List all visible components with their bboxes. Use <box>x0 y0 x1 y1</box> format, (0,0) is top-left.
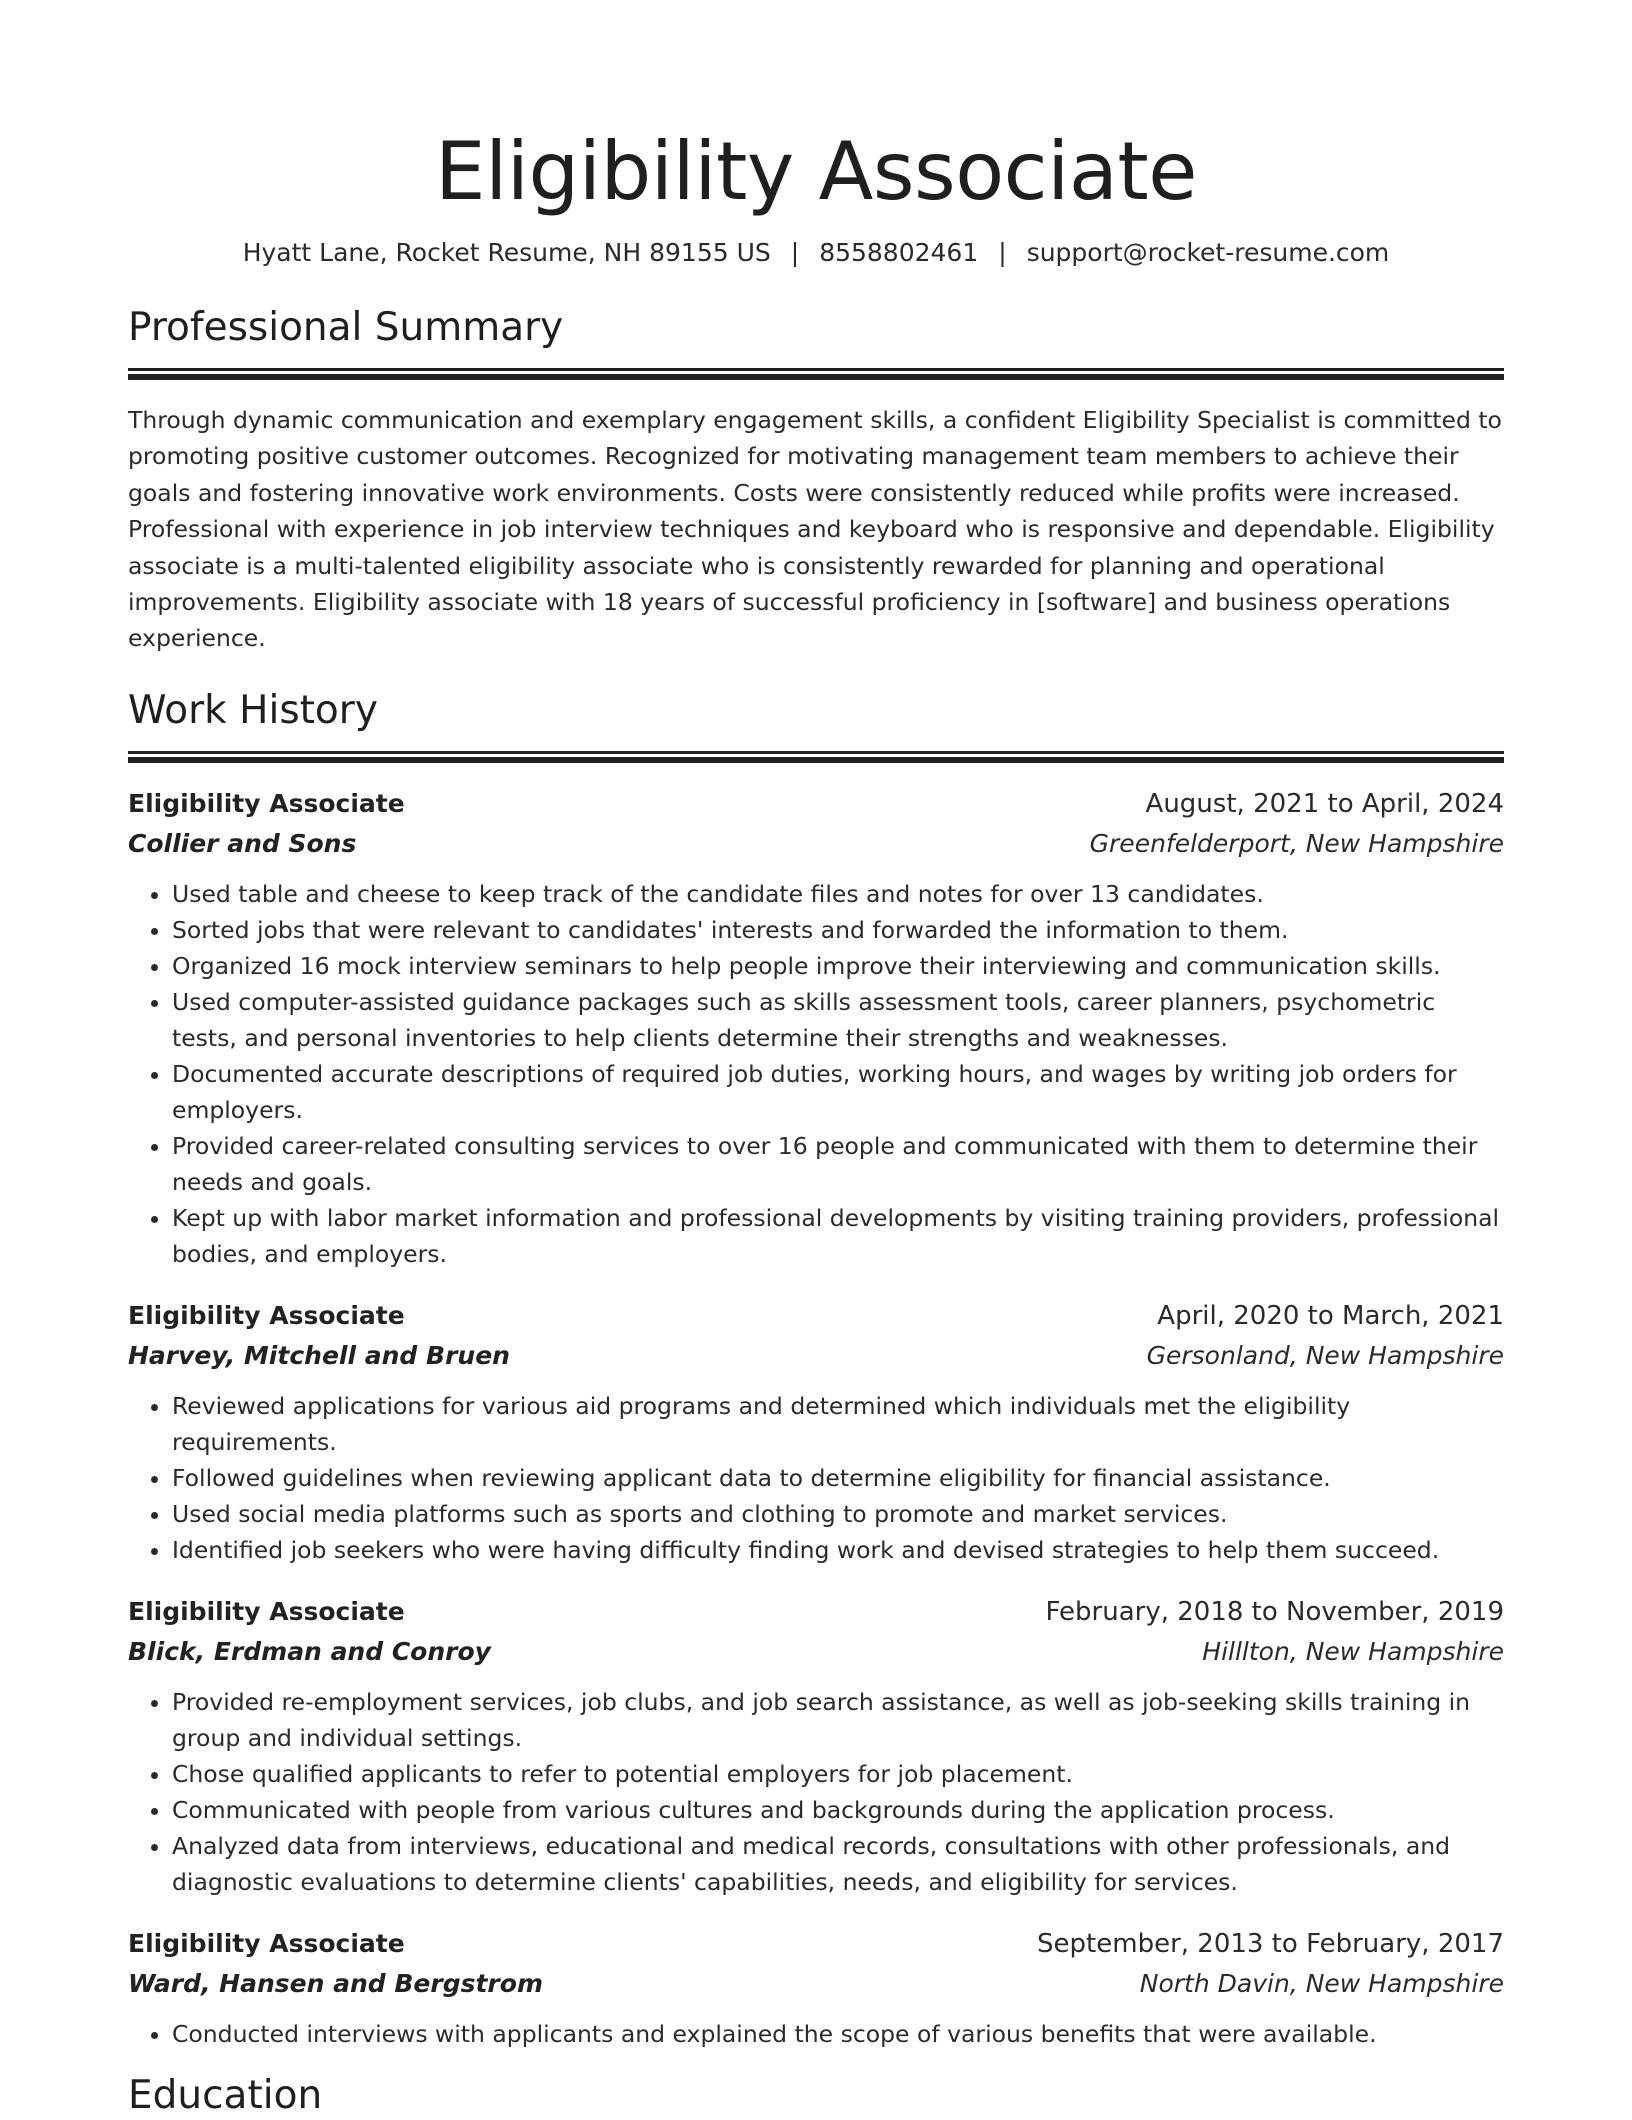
job-dates: April, 2020 to March, 2021 <box>1157 1300 1504 1331</box>
section-title-education: Education <box>128 2072 323 2118</box>
job-bullet: • Used table and cheese to keep track of the candidate files and notes for over 13 candidates. <box>172 876 1504 912</box>
section-title-summary: Professional Summary <box>128 305 564 350</box>
job-bullet: • Chose qualified applicants to refer to potential employers for job placement. <box>172 1756 1504 1792</box>
job-title: Eligibility Associate <box>128 788 405 818</box>
job-title: Eligibility Associate <box>128 1928 405 1958</box>
job-header-row <box>128 784 1504 824</box>
job-bullet: • Organized 16 mock interview seminars to help people improve their interviewing and communication skills. <box>172 948 1504 984</box>
job-company: Blick, Erdman and Conroy <box>128 1636 491 1666</box>
job-bullet: • Documented accurate descriptions of required job duties, working hours, and wages by writing job orders for employers. <box>172 1056 1504 1128</box>
section-divider <box>128 751 1504 754</box>
job-list <box>128 784 1504 2052</box>
job-bullet: • Analyzed data from interviews, educational and medical records, consultations with other professionals, and diagnostic evaluations to determine clients' capabilities, needs, and eligibility for services. <box>172 1828 1504 1900</box>
job-entry <box>128 1592 1504 1900</box>
job-location: North Davin, New Hampshire <box>1139 1968 1504 1998</box>
job-bullet: • Used computer-assisted guidance packages such as skills assessment tools, career planners, psychometric tests, and personal inventories to help clients determine their strengths and weaknesses. <box>172 984 1504 1056</box>
resume-page <box>128 0 1504 2120</box>
job-bullet: • Reviewed applications for various aid programs and determined which individuals met the eligibility requirements. <box>172 1388 1504 1460</box>
job-company: Harvey, Mitchell and Bruen <box>128 1340 510 1370</box>
job-bullets <box>128 876 1504 1272</box>
job-bullets <box>128 2016 1504 2052</box>
job-bullets <box>128 1388 1504 1568</box>
contact-address: Hyatt Lane, Rocket Resume, NH 89155 US <box>242 238 771 267</box>
job-bullet: • Kept up with labor market information and professional developments by visiting training providers, professional bodies, and employers. <box>172 1200 1504 1272</box>
job-entry <box>128 1296 1504 1568</box>
job-bullet: • Provided re-employment services, job clubs, and job search assistance, as well as job-seeking skills training in group and individual settings. <box>172 1684 1504 1756</box>
section-divider <box>128 368 1504 371</box>
contact-line <box>128 236 1504 270</box>
job-bullet: • Identified job seekers who were having difficulty finding work and devised strategies to help them succeed. <box>172 1532 1504 1568</box>
contact-phone: 8558802461 <box>819 238 979 267</box>
job-bullet: • Used social media platforms such as sports and clothing to promote and market services. <box>172 1496 1504 1532</box>
job-entry <box>128 1924 1504 2052</box>
job-location: Hilllton, New Hampshire <box>1202 1636 1504 1666</box>
job-title: Eligibility Associate <box>128 1300 405 1330</box>
section-title-work-history: Work History <box>128 687 378 733</box>
job-location: Greenfelderport, New Hampshire <box>1089 828 1504 858</box>
job-bullet: • Followed guidelines when reviewing applicant data to determine eligibility for financial assistance. <box>172 1460 1504 1496</box>
summary-text: Through dynamic communication and exemplary engagement skills, a confident Eligibility Specialist is committed to promoting positive customer outcomes. Recognized for motivating management team members to achieve their goals and fostering innovative work environments. Costs were consistently reduced while profits were increased. Professional with experience in job interview techniques and keyboard who is responsive and dependable. Eligibility associate is a multi-talented eligibility associate who is consistently rewarded for planning and operational improvements. Eligibility associate with 18 years of successful proficiency in [software] and business operations experience. <box>128 406 1502 653</box>
job-company-row <box>128 824 1504 864</box>
job-company: Ward, Hansen and Bergstrom <box>128 1968 543 1998</box>
contact-separator: | <box>998 238 1007 267</box>
work-history-section <box>128 687 1504 2052</box>
job-company-row <box>128 1336 1504 1376</box>
summary-section <box>128 304 1504 657</box>
job-bullet: • Sorted jobs that were relevant to candidates' interests and forwarded the information to them. <box>172 912 1504 948</box>
job-location: Gersonland, New Hampshire <box>1146 1340 1504 1370</box>
job-bullet: • Conducted interviews with applicants and explained the scope of various benefits that were available. <box>172 2016 1504 2052</box>
job-bullet: • Provided career-related consulting services to over 16 people and communicated with them to determine their needs and goals. <box>172 1128 1504 1200</box>
contact-email: support@rocket-resume.com <box>1026 238 1390 267</box>
job-dates: September, 2013 to February, 2017 <box>1037 1928 1504 1959</box>
contact-separator: | <box>790 238 800 267</box>
resume-name: Eligibility Associate <box>435 125 1197 218</box>
job-dates: August, 2021 to April, 2024 <box>1145 788 1504 819</box>
job-bullet: • Communicated with people from various cultures and backgrounds during the application process. <box>172 1792 1504 1828</box>
job-entry <box>128 784 1504 1272</box>
job-bullets <box>128 1684 1504 1900</box>
job-company-row <box>128 1964 1504 2004</box>
education-section <box>128 2072 1504 2120</box>
job-dates: February, 2018 to November, 2019 <box>1045 1596 1504 1627</box>
job-header-row <box>128 1296 1504 1336</box>
job-company: Collier and Sons <box>128 828 357 858</box>
job-company-row <box>128 1632 1504 1672</box>
job-header-row <box>128 1592 1504 1632</box>
job-title: Eligibility Associate <box>128 1596 405 1626</box>
job-header-row <box>128 1924 1504 1964</box>
